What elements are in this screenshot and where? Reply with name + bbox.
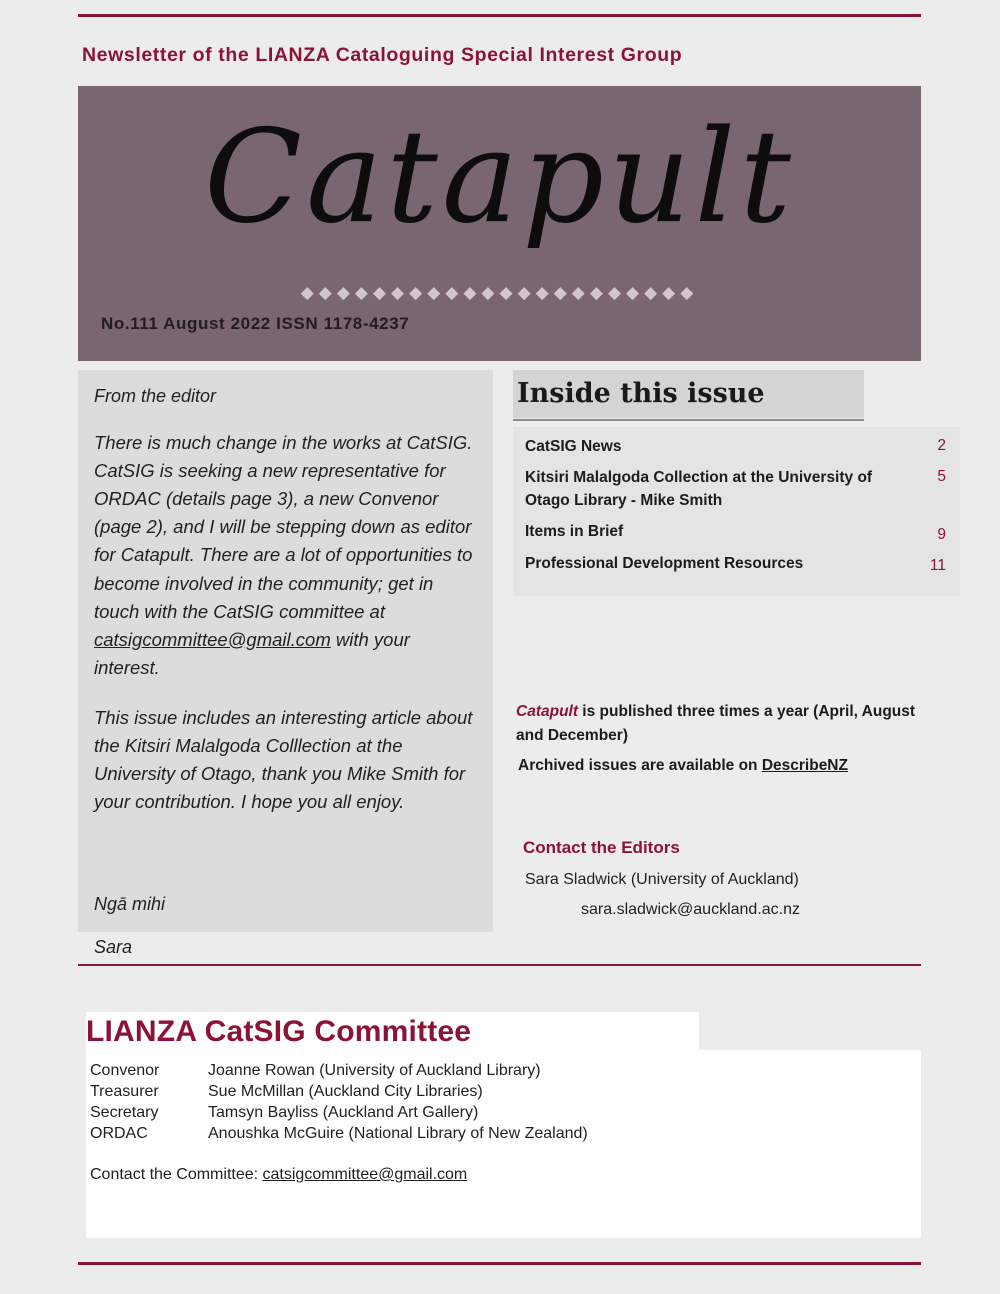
inside-heading: Inside this issue — [517, 378, 765, 409]
committee-contact — [90, 1166, 467, 1184]
editor-email[interactable]: sara.sladwick@auckland.ac.nz — [581, 901, 801, 918]
issue-identifier: No.111 August 2022 ISSN 1178-4237 — [101, 314, 410, 333]
diamond-ornament: ◆◆◆◆◆◆◆◆◆◆◆◆◆◆◆◆◆◆◆◆◆◆ — [300, 283, 699, 302]
committee-heading: LIANZA CatSIG Committee — [86, 1015, 472, 1048]
toc-row[interactable] — [513, 553, 960, 575]
publication-title-inline: Catapult — [516, 703, 578, 720]
committee-row — [90, 1060, 890, 1081]
editor-signoff-1: Ngā mihi — [94, 894, 166, 915]
toc-page-number: 2 — [937, 437, 946, 454]
committee-person: Joanne Rowan (University of Auckland Library) — [208, 1062, 541, 1079]
editor-email-link[interactable]: catsigcommittee@gmail.com — [94, 628, 331, 650]
table-of-contents — [513, 427, 960, 596]
inside-heading-underline — [513, 419, 864, 421]
toc-page-number: 9 — [937, 525, 946, 543]
committee-person: Sue McMillan (Auckland City Libraries) — [208, 1083, 483, 1101]
toc-row[interactable] — [513, 521, 960, 543]
contact-editors-heading: Contact the Editors — [523, 838, 680, 857]
toc-title: Professional Development Resources — [525, 554, 804, 572]
publication-frequency-text: is published three times a year (April, August and December) — [516, 703, 916, 745]
middle-divider — [78, 964, 921, 966]
toc-title: Kitsiri Malalgoda Collection at the University of Otago Library - Mike Smith — [525, 469, 873, 509]
toc-row[interactable] — [513, 436, 960, 458]
toc-title: CatSIG News — [525, 438, 622, 455]
masthead-kicker: Newsletter of the LIANZA Cataloguing Special Interest Group — [82, 44, 683, 66]
archived-issues-note — [518, 757, 948, 775]
committee-row — [90, 1102, 890, 1123]
committee-person: Tamsyn Bayliss (Auckland Art Gallery) — [208, 1104, 479, 1122]
editor-name: Sara Sladwick (University of Auckland) — [525, 871, 799, 888]
editor-paragraph-1-text-b: with your interest. — [94, 628, 410, 678]
editor-heading: From the editor — [94, 386, 217, 406]
bottom-divider — [78, 1262, 921, 1265]
committee-role: Treasurer — [90, 1083, 159, 1101]
archived-issues-text: Archived issues are available on — [518, 757, 762, 774]
publication-title: Catapult — [204, 103, 795, 252]
toc-page-number: 11 — [929, 557, 946, 575]
committee-person: Anoushka McGuire (National Library of New Zealand) — [208, 1125, 588, 1143]
publication-frequency-note — [516, 700, 936, 748]
masthead-block — [78, 86, 921, 361]
editor-paragraph-1 — [94, 429, 473, 682]
editor-signoff-2: Sara — [94, 937, 133, 958]
committee-list — [90, 1060, 890, 1144]
committee-role: ORDAC — [90, 1125, 148, 1143]
committee-role: Convenor — [90, 1062, 160, 1079]
committee-email-link[interactable]: catsigcommittee@gmail.com — [262, 1166, 468, 1183]
committee-role: Secretary — [90, 1104, 159, 1122]
committee-row — [90, 1123, 890, 1144]
editor-column — [78, 370, 493, 958]
top-divider — [78, 14, 921, 17]
committee-contact-label: Contact the Committee: — [90, 1166, 263, 1183]
editor-paragraph-2: This issue includes an interesting article about the Kitsiri Malalgoda Colllection at the University of Otago, thank you Mike Smith for your contribution. I hope you all enjoy. — [94, 706, 473, 813]
toc-row[interactable] — [513, 467, 960, 512]
describenz-link[interactable]: DescribeNZ — [761, 757, 848, 774]
toc-title: Items in Brief — [525, 523, 624, 541]
committee-row — [90, 1081, 890, 1102]
toc-page-number: 5 — [937, 468, 946, 486]
editor-paragraph-1-text-a: There is much change in the works at CatSIG. CatSIG is seeking a new representative for ORDAC (details page 3), a new Convenor (page 2), and I will be stepping down as editor for Catapult. There are a lot of opportunities to become involved in the community; get in touch with the CatSIG committee at — [94, 432, 473, 622]
